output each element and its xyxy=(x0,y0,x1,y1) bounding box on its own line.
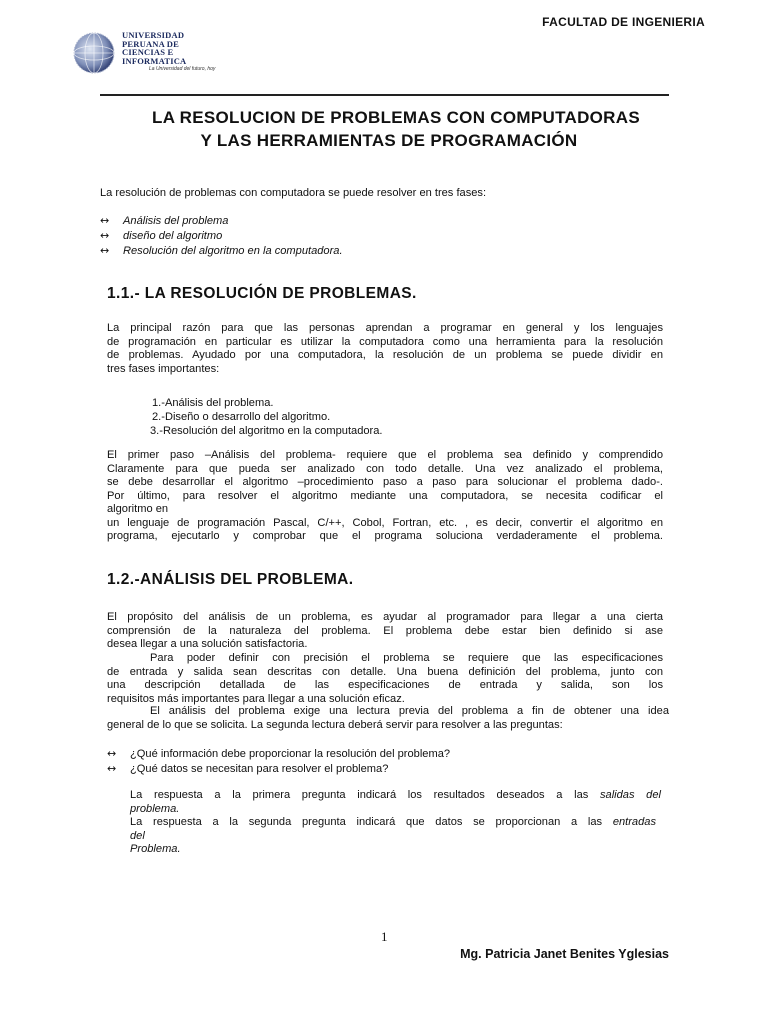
text-line: de entrada y salida sean descritas con detalle. Una buena definición del problema, junto con xyxy=(107,665,663,678)
answer-2-italic-cont: del xyxy=(130,829,145,842)
text-line: un lenguaje de programación Pascal, C/++, Cobol, Fortran, etc. , es decir, convertir el algoritmo en xyxy=(107,516,663,529)
section-1-paragraph-1 xyxy=(107,322,663,376)
question-label: ¿Qué información debe proporcionar la resolución del problema? xyxy=(130,748,451,760)
phase-label: Análisis del problema xyxy=(123,215,229,227)
section-1-heading: 1.1.- LA RESOLUCIÓN DE PROBLEMAS. xyxy=(107,285,417,302)
logo-line-2: PERUANA DE xyxy=(122,38,180,49)
text-line: se debe desarrollar el algoritmo –procedimiento paso a paso para solucionar el problema dado-. xyxy=(107,476,663,488)
text-line: una descripción detallada de las especificaciones de entrada y salida, son los xyxy=(107,679,663,691)
section-2-paragraph-2 xyxy=(107,652,663,706)
answer-2 xyxy=(130,816,656,857)
bidirectional-arrow-icon: ↔ xyxy=(100,214,110,227)
text-line: El primer paso –Análisis del problema- requiere que el problema sea definido y comprendido xyxy=(107,449,663,461)
page-number: 1 xyxy=(381,929,388,944)
answer-2-italic-cont-2: Problema. xyxy=(130,843,181,855)
answer-1-italic: salidas del xyxy=(599,789,661,801)
answer-2-text: La respuesta a la segunda pregunta indicará que datos se proporcionan a las xyxy=(130,816,603,828)
text-line: Por último, para resolver el algoritmo mediante una computadora, se necesita codificar el xyxy=(107,489,663,502)
text-line: de problemas. Ayudado por una computadora, la resolución de un problema se puede dividir en xyxy=(107,349,663,361)
answer-1-italic-cont: problema. xyxy=(130,802,180,815)
page-title-line-1: LA RESOLUCION DE PROBLEMAS CON COMPUTADORAS xyxy=(152,108,640,127)
header-divider xyxy=(100,94,669,96)
text-line: desea llegar a una solución satisfactoria. xyxy=(107,638,308,650)
section-2-paragraph-3 xyxy=(107,705,669,732)
author-name: Mg. Patricia Janet Benites Yglesias xyxy=(460,947,669,961)
text-line: programa, ejecutarlo y comprobar que el programa soluciona verdaderamente el problema. xyxy=(107,530,663,542)
step-item: 3.-Resolución del algoritmo en la computadora. xyxy=(150,425,383,437)
logo-line-3: CIENCIAS E xyxy=(122,47,174,58)
question-label: ¿Qué datos se necesitan para resolver el problema? xyxy=(130,763,389,775)
section-1-paragraph-2 xyxy=(107,449,663,544)
text-line: El propósito del análisis de un problema, es ayudar al programador para llegar a una cierta xyxy=(107,611,663,623)
bidirectional-arrow-icon: ↔ xyxy=(107,747,117,760)
step-item: 1.-Análisis del problema. xyxy=(152,397,274,409)
bidirectional-arrow-icon: ↔ xyxy=(100,229,110,242)
question-item xyxy=(107,762,388,777)
intro-text: La resolución de problemas con computadora se puede resolver en tres fases: xyxy=(100,187,487,199)
answer-2-italic: entradas xyxy=(612,816,656,828)
phase-label: Resolución del algoritmo en la computadora. xyxy=(123,245,343,257)
university-logo xyxy=(70,28,260,76)
page-title-line-2: Y LAS HERRAMIENTAS DE PROGRAMACIÓN xyxy=(200,131,578,150)
globe-icon xyxy=(72,31,116,75)
logo-tagline: La Universidad del futuro, hoy xyxy=(149,66,216,72)
bidirectional-arrow-icon: ↔ xyxy=(100,244,110,257)
phase-label: diseño del algoritmo xyxy=(123,230,223,242)
text-line: comprensión de la naturaleza del problema. El problema debe estar bien definido si ase xyxy=(107,624,663,637)
text-line: Claramente para que pueda ser analizado con todo detalle. Una vez analizado el problema, xyxy=(107,462,663,475)
text-line: Para poder definir con precisión el problema se requiere que las especificaciones xyxy=(150,652,663,664)
text-line: tres fases importantes: xyxy=(107,362,220,375)
text-line: algoritmo en xyxy=(107,503,169,515)
phase-item xyxy=(100,229,222,244)
text-line: requisitos más importantes para llegar a una solución eficaz. xyxy=(107,692,405,705)
step-item: 2.-Diseño o desarrollo del algoritmo. xyxy=(152,411,331,423)
phase-item xyxy=(100,214,228,229)
section-2-paragraph-1 xyxy=(107,611,663,652)
text-line: La principal razón para que las personas aprendan a programar en general y los lenguajes xyxy=(107,322,663,334)
answer-1 xyxy=(130,789,661,816)
logo-line-1: UNIVERSIDAD xyxy=(122,30,185,40)
section-2-heading: 1.2.-ANÁLISIS DEL PROBLEMA. xyxy=(107,571,354,588)
faculty-header: FACULTAD DE INGENIERIA xyxy=(542,15,705,29)
answer-1-text: La respuesta a la primera pregunta indicará los resultados deseados a las xyxy=(130,789,589,801)
text-line: de programación en particular es utilizar la computadora como una herramienta para la resolución xyxy=(107,335,663,348)
text-line: El análisis del problema exige una lectura previa del problema a fin de obtener una idea xyxy=(150,705,669,717)
phase-item xyxy=(100,244,343,259)
question-item xyxy=(107,747,450,762)
logo-line-4: INFORMATICA xyxy=(122,55,187,66)
bidirectional-arrow-icon: ↔ xyxy=(107,762,117,775)
text-line: general de lo que se solicita. La segunda lectura deberá servir para resolver a las preguntas: xyxy=(107,718,563,731)
